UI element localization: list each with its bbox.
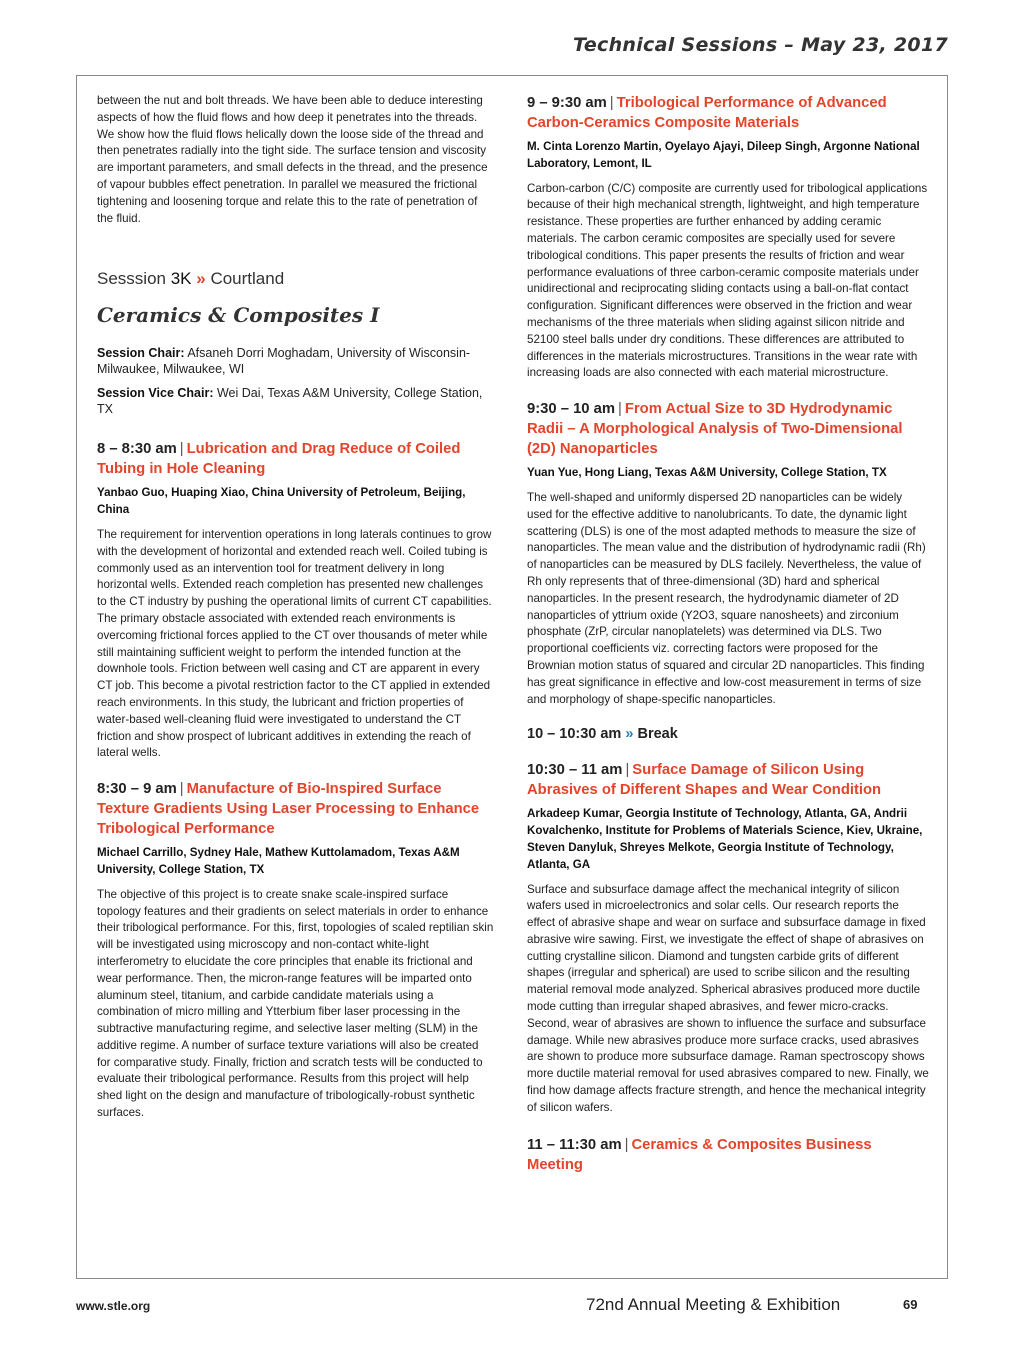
talk-heading [97, 779, 495, 839]
talk-time: 8 – 8:30 am [97, 441, 177, 458]
page-number: 69 [903, 1297, 918, 1312]
session-prefix: Sesssion [97, 269, 166, 289]
talk-item [527, 760, 929, 1116]
talk-item [527, 1135, 929, 1175]
talk-item [527, 399, 929, 708]
talk-authors: Yuan Yue, Hong Liang, Texas A&M University, College Station, TX [527, 466, 887, 480]
running-header: Technical Sessions – May 23, 2017 [573, 34, 948, 56]
talk-heading [527, 1135, 929, 1175]
talk-title: Lubrication and Drag Reduce of Coiled Tubing in Hole Cleaning [97, 441, 461, 478]
break-label: Break [637, 726, 678, 743]
session-vice-chair [97, 385, 495, 417]
break-heading [527, 726, 929, 742]
talk-title: From Actual Size to 3D Hydrodynamic Radii – A Morphological Analysis of Two-Dimensional (2D) Nanoparticles [527, 401, 903, 458]
separator: | [609, 95, 614, 111]
talk-time: 8:30 – 9 am [97, 781, 177, 798]
talk-abstract: The well-shaped and uniformly dispersed 2D nanoparticles can be widely used for the effective additive to nanolubricants. To date, the dynamic light scattering (DLS) is one of the most adapted methods to measure the size of nanoparticles. The mean value and the distribution of hydrodynamic radii (Rh) of nanoparticles can be measured by DLS facilely. Nevertheless, the value of Rh only represents that of three-dimensional (3D) hard and spherical nanoparticles. In the present research, the hydrodynamic diameter of 2D nanoparticles of yttrium oxide (Y2O3, square nanosheets) and zirconium phosphate (ZrP, circular nanoplatelets) was determined via DLS. Two proportional coefficients viz. correcting factors were proposed for the Brownian motion status of squared and circular 2D nanoparticles. This finding has great significance in effective and low-cost measurement in terms of size and morphology of shape-specific nanoparticles. [527, 490, 926, 706]
break-time: 10 – 10:30 am [527, 726, 622, 743]
talk-item [527, 93, 929, 382]
double-chevron-icon: » [625, 726, 634, 743]
session-title: Ceramics & Composites I [97, 303, 380, 328]
talk-authors: Yanbao Guo, Huaping Xiao, China University of Petroleum, Beijing, China [97, 486, 466, 517]
separator: | [179, 781, 184, 798]
separator: | [618, 401, 622, 418]
session-vice-chair-label: Session Vice Chair: [97, 386, 214, 401]
talk-time: 9:30 – 10 am [527, 401, 616, 418]
talk-time: 9 – 9:30 am [527, 95, 607, 111]
talk-item [97, 779, 495, 1122]
talk-title: Ceramics & Composites Business Meeting [527, 1136, 872, 1173]
talk-heading [527, 399, 929, 459]
talk-time: 10:30 – 11 am [527, 762, 623, 779]
talk-abstract: Carbon-carbon (C/C) composite are currently used for tribological applications because of their high mechanical strength, lightweight, and high temperature resistance. These properties are further enhanced by adding ceramic materials. The carbon ceramic composites are specially used for severe tribological conditions. This paper presents the results of friction and wear performance evaluations of three carbon-ceramic composite materials under unidirectional and reciprocating sliding contacts using a ball-on-flat contact configuration. Significant differences were observed in the friction and wear mechanisms of the three materials when sliding against silicon nitride and 52100 steel balls under dry conditions. These differences are attributed to differences in the materials microstructures. Transitions in the wear rate with increasing loads are also connected with each material microstructure. [527, 181, 928, 380]
session-vice-chair-value: Wei Dai, Texas A&M University, College Station, TX [97, 386, 483, 417]
talk-heading [527, 93, 929, 133]
talk-heading [97, 439, 495, 479]
left-column [97, 93, 495, 1122]
talk-heading [527, 760, 929, 800]
talk-title: Manufacture of Bio-Inspired Surface Texture Gradients Using Laser Processing to Enhance Tribological Performance [97, 781, 480, 838]
talk-abstract: The requirement for intervention operations in long laterals continues to grow with the development of horizontal and extended reach well. Coiled tubing is commonly used as an intervention tool for treatment delivery in long horizontal wells. Extended reach completion has presented new challenges to the CT industry by pushing the operational limits of current CT capabilities. The primary obstacle associated with extended reach environments is overcoming frictional forces applied to the CT over thousands of meter while still maintaining sufficient weight to perform the intended function at the downhole tools. Friction between well casing and CT are apparent in every CT job. This become a pivotal restriction factor to the CT applied in extended reach environments. In this study, the lubricant and friction properties of water-based well-cleaning fluid were investigated to understand the CT friction and show prospect of lubricant additives in extending the reach of lateral wells. [97, 527, 492, 760]
talk-item [97, 439, 495, 762]
talk-abstract: Surface and subsurface damage affect the mechanical integrity of silicon wafers used in microelectronics and solar cells. Our research reports the effect of abrasive shape and wear on surface and subsurface damage in fixed abrasive wire sawing. First, we investigate the effect of shape of abrasives on cutting crystalline silicon. Diamond and tungsten carbide grits of different shapes (irregular and spherical) are used to scribe silicon and the resulting material removal mode analyzed. Spherical abrasives produced more ductile mode cutting than irregular shaped abrasives, and fewer micro-cracks. Second, wear of abrasives are shown to influence the surface and subsurface damage. While new abrasives produce more surface cracks, used abrasives are shown to produce more subsurface damage. Raman spectroscopy shows more ductile material removal for used abrasives compared to new. Finally, we find how damage affects fracture strength, and hence the mechanical integrity of silicon wafers. [527, 882, 929, 1114]
separator: | [624, 1136, 629, 1153]
session-room: Courtland [210, 269, 285, 289]
talk-authors: Arkadeep Kumar, Georgia Institute of Technology, Atlanta, GA, Andrii Kovalchenko, Institute for Problems of Materials Science, Kiev, Ukraine, Steven Danyluk, Shreyes Melkote, Georgia Institute of Technology, Atlanta, GA [527, 807, 923, 871]
session-chair-value: Afsaneh Dorri Moghadam, University of Wisconsin-Milwaukee, Milwaukee, WI [97, 346, 471, 377]
talk-authors: M. Cinta Lorenzo Martin, Oyelayo Ajayi, Dileep Singh, Argonne National Laboratory, Lemont, IL [527, 140, 920, 170]
talk-title: Tribological Performance of Advanced Carbon-Ceramics Composite Materials [527, 95, 887, 131]
talk-title: Surface Damage of Silicon Using Abrasives of Different Shapes and Wear Condition [527, 762, 882, 799]
separator: | [179, 441, 184, 458]
continued-abstract: between the nut and bolt threads. We have been able to deduce interesting aspects of how the fluid flows and how deep it penetrates into the threads. We show how the fluid flows helically down the loose side of the thread and then penetrates radially into the tight side. The surface tension and viscosity are important parameters, and small defects in the thread, and the presence of vapour bubbles effect penetration. In parallel we measured the frictional tightening and loosening torque and relate this to the rate of penetration of the fluid. [97, 94, 488, 225]
footer-event: 72nd Annual Meeting & Exhibition [586, 1295, 841, 1314]
session-chair-label: Session Chair: [97, 346, 185, 361]
double-chevron-icon: » [196, 269, 206, 289]
footer-website[interactable]: www.stle.org [76, 1299, 151, 1313]
session-heading [97, 269, 495, 289]
talk-abstract: The objective of this project is to create snake scale-inspired surface topology features and their gradients on select materials in order to enhance their tribological performance. For this, first, topologies of scaled reptilian skin will be investigated using microscopy and non-contact white-light interferometry to elucidate the core principles that enable its frictional and wear performance. Then, the micron-range features will be imparted onto aluminum steel, titanium, and carbide candidate materials using a combination of micro milling and Ytterbium fiber laser processing in the subtractive manufacturing regime, and selective laser melting (SLM) in the additive regime. A number of surface texture variations will also be created for comparative study. Finally, friction and scratch tests will be conducted to evaluate their tribological performance. Results from this project will help shed light on the design and manufacture of tribologically-robust synthetic surfaces. [97, 887, 494, 1120]
right-column [527, 93, 929, 1175]
session-number: 3K [170, 269, 192, 289]
talk-time: 11 – 11:30 am [527, 1136, 622, 1153]
separator: | [625, 762, 630, 779]
talk-authors: Michael Carrillo, Sydney Hale, Mathew Kuttolamadom, Texas A&M University, College Station, TX [97, 846, 460, 876]
session-chair [97, 345, 495, 377]
